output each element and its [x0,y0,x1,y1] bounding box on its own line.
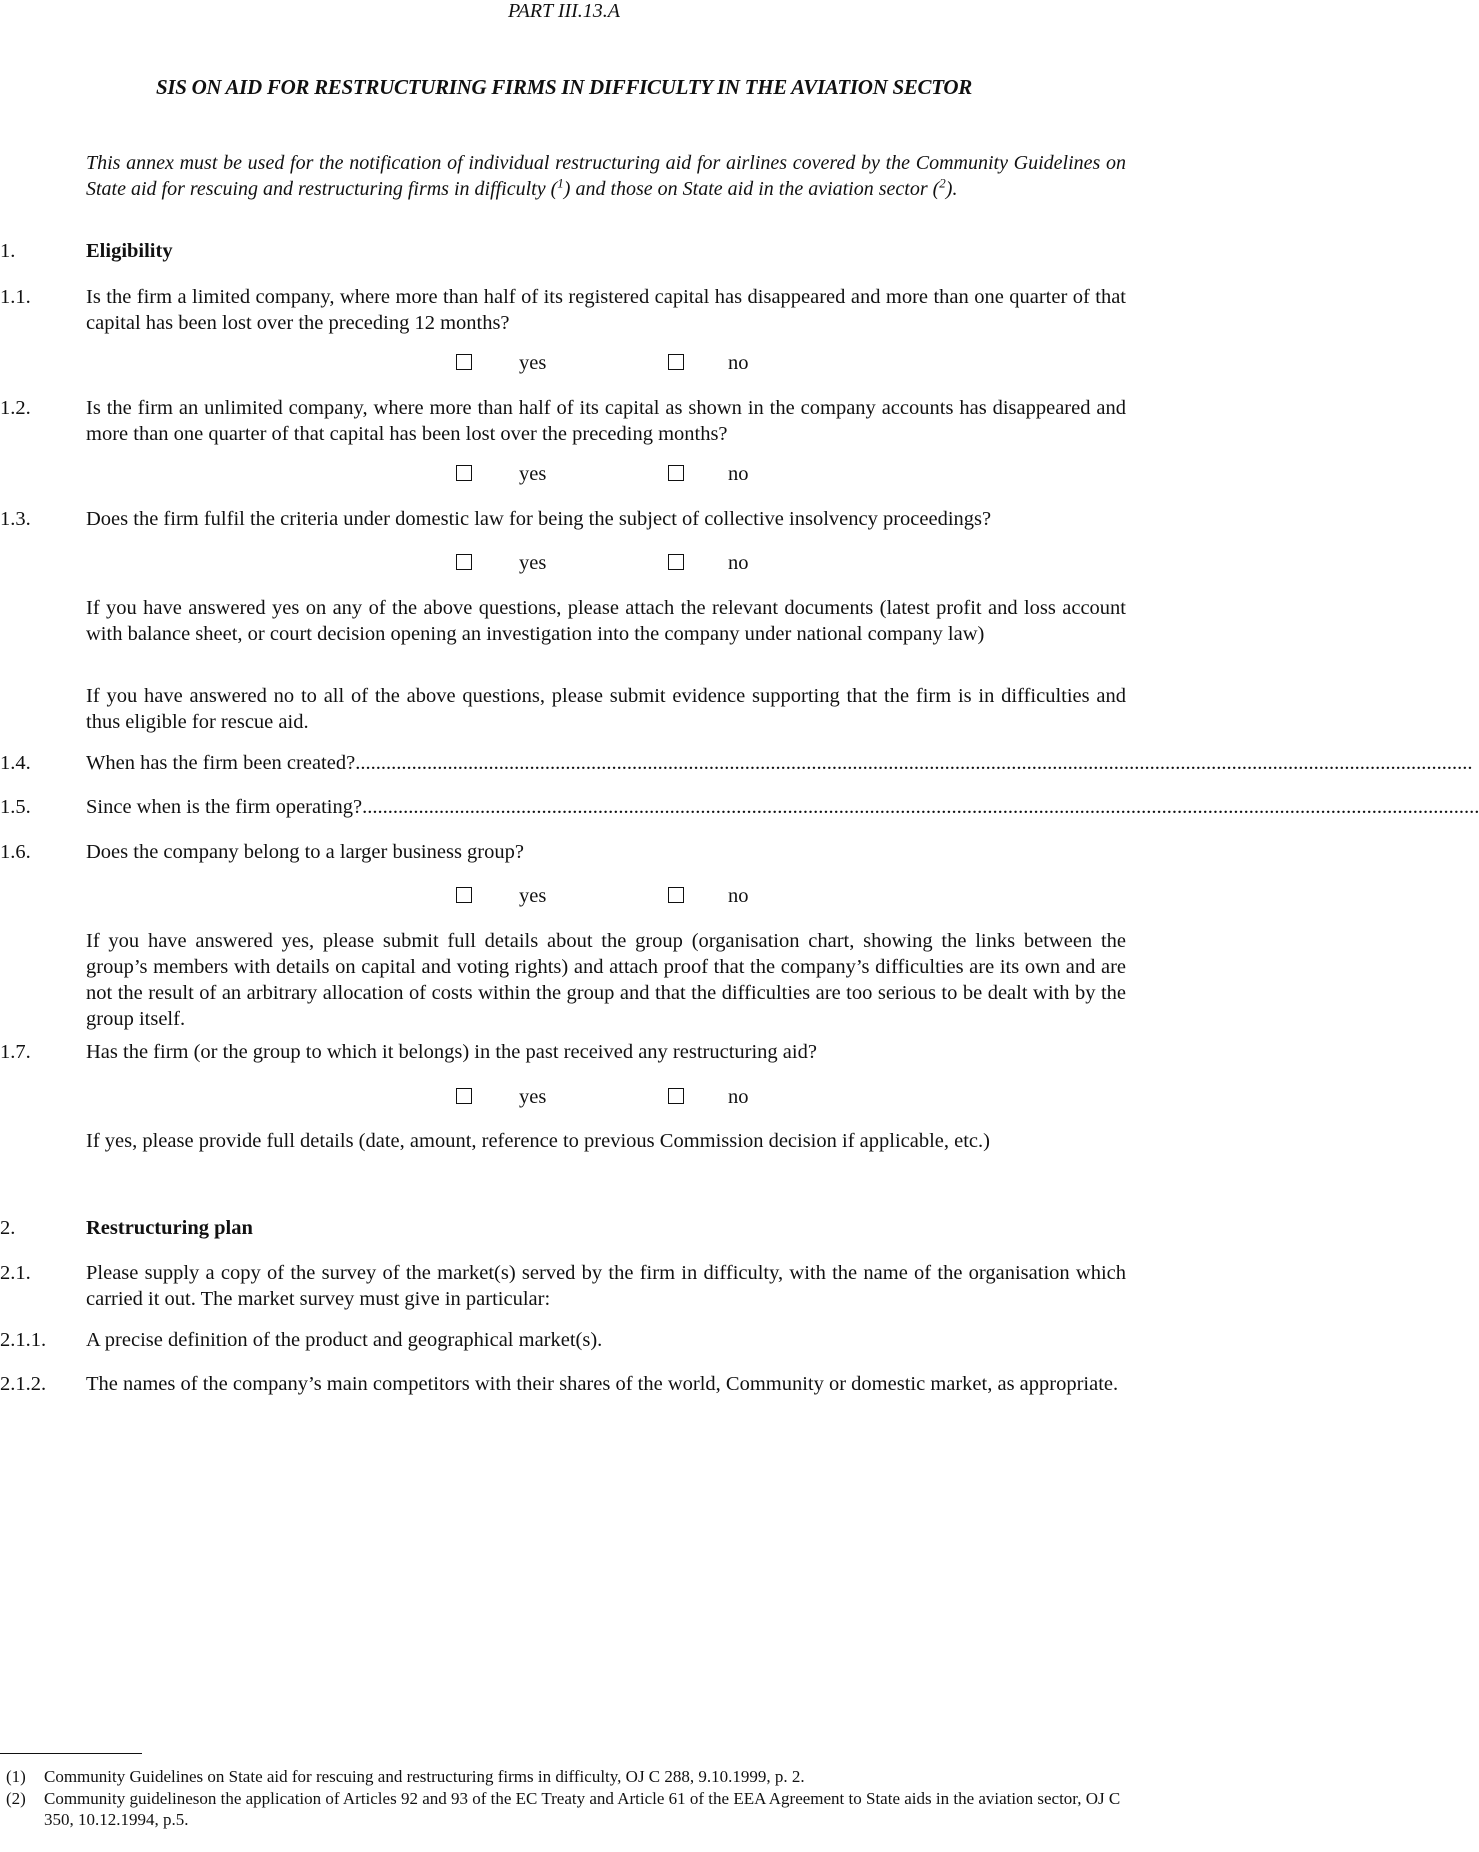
q1-6-no-checkbox[interactable] [668,887,684,903]
q1-1-text: Is the firm a limited company, where more than half of its registered capital has disappeared and more than one quarter of that capital has been lost over the preceding 12 months? [86,286,1126,334]
q1-1-yes-checkbox[interactable] [456,354,472,370]
q1-3-text: Does the firm fulfil the criteria under domestic law for being the subject of collective insolvency proceedings? [86,508,992,530]
q1-5-number: 1.5. [0,796,31,818]
q2-1-2-number: 2.1.2. [0,1373,47,1395]
q1-2-text: Is the firm an unlimited company, where more than half of its capital as shown in the company accounts has disappeared and more than one quarter of that capital has been lost over the preceding months? [86,397,1126,445]
q1-1-yes-label: yes [519,352,547,374]
footnote-2-mark: (2) [6,1789,26,1808]
footnote-separator [0,1753,142,1754]
q1-2-no-checkbox[interactable] [668,465,684,481]
intro-text-b: ) and those on State aid in the aviation sector ( [563,178,940,200]
q1-7-yes-option[interactable] [456,1084,547,1110]
intro-text-a: This annex must be used for the notification of individual restructuring aid for airlines covered by the Community Guidelines on State aid for rescuing and restructuring firms in difficulty ( [86,152,1126,200]
q1-3-no-label: no [728,552,749,574]
part-number: PART III.13.A [507,0,621,22]
section-2-number: 2. [0,1217,16,1239]
q1-1-number: 1.1. [0,286,31,308]
q1-1-yes-option[interactable] [456,350,547,376]
q1-3-yes-checkbox[interactable] [456,554,472,570]
intro-ref-1: 1 [557,175,564,191]
q1-6-yes-label: yes [519,885,547,907]
q1-3-yes-label: yes [519,552,547,574]
document-title: SIS ON AID FOR RESTRUCTURING FIRMS IN DIFFICULTY IN THE AVIATION SECTOR [155,75,972,99]
section-2-heading: Restructuring plan [86,1217,253,1239]
q2-1-text: Please supply a copy of the survey of the market(s) served by the firm in difficulty, with the name of the organisation which carried it out. The market survey must give in particular: [86,1262,1126,1310]
q1-4-number: 1.4. [0,752,31,774]
q1-3-no-checkbox[interactable] [668,554,684,570]
q2-1-1-text: A precise definition of the product and geographical market(s). [86,1329,603,1351]
q1-7-yes-checkbox[interactable] [456,1088,472,1104]
footnote-1-text: Community Guidelines on State aid for rescuing and restructuring firms in difficulty, OJ C 288, 9.10.1999, p. 2. [44,1767,805,1786]
no-evidence-paragraph: If you have answered no to all of the above questions, please submit evidence supporting that the firm is in difficulties and thus eligible for rescue aid. [86,685,1126,733]
q1-2-number: 1.2. [0,397,31,419]
q1-2-yes-checkbox[interactable] [456,465,472,481]
past-aid-paragraph: If yes, please provide full details (date, amount, reference to previous Commission decision if applicable, etc.) [86,1130,990,1152]
q2-1-number: 2.1. [0,1262,31,1284]
intro-paragraph [86,150,1126,202]
q1-1-no-checkbox[interactable] [668,354,684,370]
q1-4-line [86,750,1473,776]
q1-2-yes-option[interactable] [456,461,547,487]
q1-1-no-label: no [728,352,749,374]
q1-7-text: Has the firm (or the group to which it belongs) in the past received any restructuring aid? [86,1041,817,1063]
q1-5-text: Since when is the firm operating? [86,796,363,818]
yes-attach-paragraph: If you have answered yes on any of the above questions, please attach the relevant documents (latest profit and loss account with balance sheet, or court decision opening an investigation into the company under national company law) [86,597,1126,645]
q1-2-no-option[interactable] [668,461,749,487]
intro-text-c: ). [945,178,958,200]
q1-6-number: 1.6. [0,841,31,863]
q1-2-yes-label: yes [519,463,547,485]
q1-7-number: 1.7. [0,1041,31,1063]
q2-1-1-number: 2.1.1. [0,1329,47,1351]
q1-4-text: When has the firm been created? [86,752,356,774]
footnote-1-mark: (1) [6,1767,26,1786]
q1-6-yes-checkbox[interactable] [456,887,472,903]
q1-5-line [86,794,1479,820]
q1-7-yes-label: yes [519,1086,547,1108]
q2-1-2-text: The names of the company’s main competitors with their shares of the world, Community or domestic market, as appropriate. [86,1373,1119,1395]
q1-6-yes-option[interactable] [456,883,547,909]
q1-6-no-label: no [728,885,749,907]
group-details-paragraph: If you have answered yes, please submit full details about the group (organisation chart, showing the links between the group’s members with details on capital and voting rights) and attach proof that the company’s difficulties are its own and are not the result of an arbitrary allocation of costs within the group and that the difficulties are too serious to be dealt with by the group itself. [86,930,1126,1030]
q1-6-no-option[interactable] [668,883,749,909]
footnote-2-text: Community guidelineson the application of Articles 92 and 93 of the EC Treaty and Article 61 of the EEA Agreement to State aids in the aviation sector, OJ C 350, 10.12.1994, p.5. [44,1789,1121,1829]
section-1-heading: Eligibility [86,240,173,262]
q1-1-no-option[interactable] [668,350,749,376]
q1-7-no-label: no [728,1086,749,1108]
q1-7-no-option[interactable] [668,1084,749,1110]
q1-3-no-option[interactable] [668,550,749,576]
q1-3-number: 1.3. [0,508,31,530]
intro-ref-2: 2 [939,175,946,191]
q1-6-text: Does the company belong to a larger business group? [86,841,524,863]
q1-2-no-label: no [728,463,749,485]
q1-5-answer-line[interactable]: .......................................................................................................................................................................................................................... [362,796,1479,818]
q1-3-yes-option[interactable] [456,550,547,576]
q1-4-answer-line[interactable]: .......................................................................................................................................................................................................................... [355,752,1473,774]
q1-7-no-checkbox[interactable] [668,1088,684,1104]
section-1-number: 1. [0,240,16,262]
